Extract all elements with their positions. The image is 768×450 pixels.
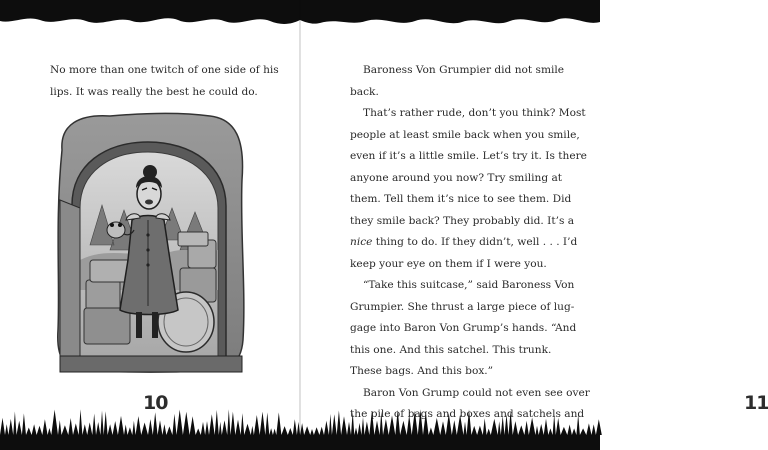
text-line: Baroness Von Grumpier did not smile	[363, 64, 565, 76]
text-line: even if it’s a little smile. Let’s try it. Is there	[350, 150, 587, 162]
page-number-right: 11	[744, 392, 768, 414]
text-line: lips. It was really the best he could do.	[50, 85, 258, 98]
page-number-left: 10	[143, 392, 168, 414]
text-line: back.	[350, 85, 379, 98]
text-line: they smile back? They probably did. It’s a	[350, 214, 575, 227]
text-line: “Take this suitcase,” said Baroness Von	[363, 279, 575, 291]
text-line: gage into Baron Von Grump’s hands. “And	[350, 322, 577, 334]
text-line: nice thing to do. If they didn’t, well . . . I’d	[350, 236, 578, 248]
text-line: Baron Von Grump could not even see over	[363, 386, 590, 399]
right-page-text	[350, 60, 590, 426]
text-line: These bags. And this box.”	[350, 365, 494, 377]
text-line: anyone around you now? Try smiling at	[350, 171, 563, 184]
left-page	[0, 0, 300, 450]
text-line: them. Tell them it’s nice to see them. Did	[350, 193, 572, 205]
bottom-grass-border	[0, 405, 600, 450]
text-line: Grumpier. She thrust a large piece of lug-	[350, 300, 575, 313]
text-line: No more than one twitch of one side of his	[50, 64, 279, 76]
text-line: the pile of bags and boxes and satchels and	[350, 408, 585, 420]
illustration-baroness-with-luggage	[50, 110, 248, 376]
text-line: people at least smile back when you smile,	[350, 128, 580, 141]
text-line: keep your eye on them if I were you.	[350, 257, 547, 270]
left-page-text	[50, 60, 279, 103]
text-line: this one. And this satchel. This trunk.	[350, 343, 552, 356]
text-line: That’s rather rude, don’t you think? Most	[363, 107, 586, 119]
